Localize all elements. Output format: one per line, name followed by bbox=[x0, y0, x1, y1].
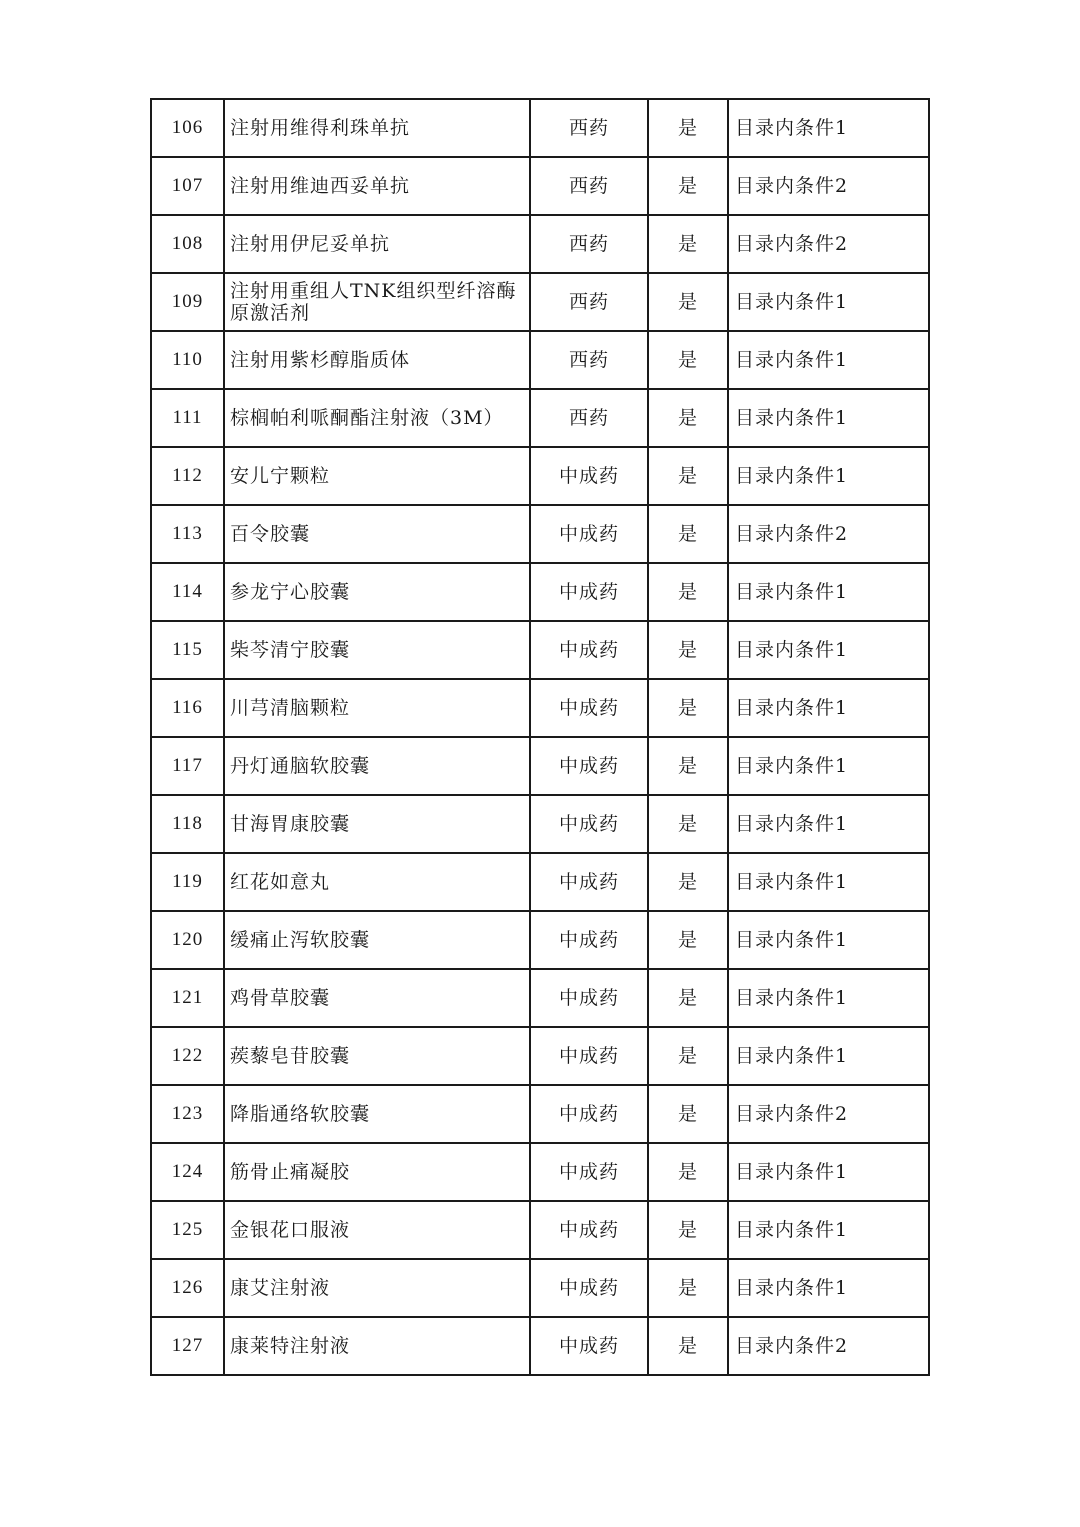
row-number: 125 bbox=[151, 1201, 224, 1259]
drug-condition: 目录内条件2 bbox=[728, 157, 929, 215]
drug-category: 中成药 bbox=[530, 969, 648, 1027]
drug-condition: 目录内条件1 bbox=[728, 1143, 929, 1201]
drug-flag: 是 bbox=[648, 969, 728, 1027]
row-number: 112 bbox=[151, 447, 224, 505]
table-row bbox=[151, 621, 929, 679]
drug-flag: 是 bbox=[648, 389, 728, 447]
row-number: 123 bbox=[151, 1085, 224, 1143]
drug-category: 中成药 bbox=[530, 737, 648, 795]
drug-category: 中成药 bbox=[530, 1201, 648, 1259]
drug-name: 筋骨止痛凝胶 bbox=[224, 1143, 530, 1201]
drug-category: 中成药 bbox=[530, 1027, 648, 1085]
table-row bbox=[151, 505, 929, 563]
drug-flag: 是 bbox=[648, 737, 728, 795]
drug-condition: 目录内条件1 bbox=[728, 795, 929, 853]
drug-name: 康艾注射液 bbox=[224, 1259, 530, 1317]
row-number: 124 bbox=[151, 1143, 224, 1201]
table-row bbox=[151, 969, 929, 1027]
drug-flag: 是 bbox=[648, 1201, 728, 1259]
drug-flag: 是 bbox=[648, 215, 728, 273]
row-number: 115 bbox=[151, 621, 224, 679]
table-row bbox=[151, 99, 929, 157]
drug-category: 中成药 bbox=[530, 911, 648, 969]
drug-flag: 是 bbox=[648, 1143, 728, 1201]
drug-category: 西药 bbox=[530, 273, 648, 331]
drug-flag: 是 bbox=[648, 331, 728, 389]
row-number: 116 bbox=[151, 679, 224, 737]
drug-condition: 目录内条件1 bbox=[728, 1027, 929, 1085]
drug-category: 中成药 bbox=[530, 505, 648, 563]
drug-condition: 目录内条件1 bbox=[728, 853, 929, 911]
table-row bbox=[151, 273, 929, 331]
row-number: 121 bbox=[151, 969, 224, 1027]
drug-name: 安儿宁颗粒 bbox=[224, 447, 530, 505]
drug-flag: 是 bbox=[648, 505, 728, 563]
drug-name: 丹灯通脑软胶囊 bbox=[224, 737, 530, 795]
table-body bbox=[151, 99, 929, 1375]
drug-condition: 目录内条件1 bbox=[728, 911, 929, 969]
table-row bbox=[151, 1201, 929, 1259]
row-number: 113 bbox=[151, 505, 224, 563]
table-row bbox=[151, 331, 929, 389]
drug-condition: 目录内条件1 bbox=[728, 447, 929, 505]
drug-category: 中成药 bbox=[530, 1259, 648, 1317]
drug-category: 中成药 bbox=[530, 1317, 648, 1375]
drug-condition: 目录内条件1 bbox=[728, 969, 929, 1027]
drug-category: 中成药 bbox=[530, 795, 648, 853]
drug-flag: 是 bbox=[648, 1027, 728, 1085]
drug-condition: 目录内条件1 bbox=[728, 737, 929, 795]
drug-condition: 目录内条件1 bbox=[728, 273, 929, 331]
row-number: 107 bbox=[151, 157, 224, 215]
table-row bbox=[151, 853, 929, 911]
drug-name: 棕榈帕利哌酮酯注射液（3M） bbox=[224, 389, 530, 447]
row-number: 117 bbox=[151, 737, 224, 795]
table-row bbox=[151, 157, 929, 215]
drug-name: 柴芩清宁胶囊 bbox=[224, 621, 530, 679]
drug-flag: 是 bbox=[648, 911, 728, 969]
table-row bbox=[151, 389, 929, 447]
table-row bbox=[151, 1259, 929, 1317]
drug-flag: 是 bbox=[648, 795, 728, 853]
drug-condition: 目录内条件2 bbox=[728, 1317, 929, 1375]
drug-flag: 是 bbox=[648, 157, 728, 215]
row-number: 114 bbox=[151, 563, 224, 621]
table-row bbox=[151, 1085, 929, 1143]
drug-category: 中成药 bbox=[530, 1143, 648, 1201]
drug-name: 参龙宁心胶囊 bbox=[224, 563, 530, 621]
drug-category: 中成药 bbox=[530, 679, 648, 737]
drug-category: 西药 bbox=[530, 331, 648, 389]
drug-list-table bbox=[150, 98, 930, 1376]
drug-condition: 目录内条件1 bbox=[728, 1259, 929, 1317]
drug-condition: 目录内条件1 bbox=[728, 679, 929, 737]
row-number: 126 bbox=[151, 1259, 224, 1317]
row-number: 120 bbox=[151, 911, 224, 969]
drug-name: 甘海胃康胶囊 bbox=[224, 795, 530, 853]
drug-flag: 是 bbox=[648, 563, 728, 621]
table-row bbox=[151, 679, 929, 737]
table-row bbox=[151, 215, 929, 273]
drug-name: 百令胶囊 bbox=[224, 505, 530, 563]
drug-flag: 是 bbox=[648, 273, 728, 331]
drug-condition: 目录内条件1 bbox=[728, 389, 929, 447]
drug-condition: 目录内条件1 bbox=[728, 621, 929, 679]
table-row bbox=[151, 1317, 929, 1375]
drug-name: 注射用维迪西妥单抗 bbox=[224, 157, 530, 215]
row-number: 111 bbox=[151, 389, 224, 447]
drug-condition: 目录内条件2 bbox=[728, 1085, 929, 1143]
row-number: 110 bbox=[151, 331, 224, 389]
row-number: 106 bbox=[151, 99, 224, 157]
drug-flag: 是 bbox=[648, 447, 728, 505]
drug-name: 注射用维得利珠单抗 bbox=[224, 99, 530, 157]
drug-name: 蒺藜皂苷胶囊 bbox=[224, 1027, 530, 1085]
table-row bbox=[151, 795, 929, 853]
drug-category: 西药 bbox=[530, 215, 648, 273]
drug-flag: 是 bbox=[648, 621, 728, 679]
table-row bbox=[151, 1027, 929, 1085]
table-row bbox=[151, 737, 929, 795]
drug-category: 中成药 bbox=[530, 563, 648, 621]
table-row bbox=[151, 1143, 929, 1201]
row-number: 118 bbox=[151, 795, 224, 853]
drug-flag: 是 bbox=[648, 1317, 728, 1375]
drug-name: 缓痛止泻软胶囊 bbox=[224, 911, 530, 969]
drug-name: 川芎清脑颗粒 bbox=[224, 679, 530, 737]
row-number: 119 bbox=[151, 853, 224, 911]
drug-flag: 是 bbox=[648, 99, 728, 157]
drug-condition: 目录内条件1 bbox=[728, 99, 929, 157]
table-row bbox=[151, 563, 929, 621]
table-row bbox=[151, 447, 929, 505]
drug-flag: 是 bbox=[648, 853, 728, 911]
drug-name: 注射用伊尼妥单抗 bbox=[224, 215, 530, 273]
drug-condition: 目录内条件2 bbox=[728, 505, 929, 563]
drug-category: 西药 bbox=[530, 157, 648, 215]
drug-name: 注射用重组人TNK组织型纤溶酶原激活剂 bbox=[224, 273, 530, 331]
drug-name: 注射用紫杉醇脂质体 bbox=[224, 331, 530, 389]
drug-flag: 是 bbox=[648, 1085, 728, 1143]
drug-category: 中成药 bbox=[530, 853, 648, 911]
drug-condition: 目录内条件1 bbox=[728, 331, 929, 389]
row-number: 109 bbox=[151, 273, 224, 331]
drug-flag: 是 bbox=[648, 1259, 728, 1317]
row-number: 122 bbox=[151, 1027, 224, 1085]
drug-name: 鸡骨草胶囊 bbox=[224, 969, 530, 1027]
drug-condition: 目录内条件1 bbox=[728, 563, 929, 621]
drug-flag: 是 bbox=[648, 679, 728, 737]
drug-condition: 目录内条件1 bbox=[728, 1201, 929, 1259]
drug-condition: 目录内条件2 bbox=[728, 215, 929, 273]
drug-name: 金银花口服液 bbox=[224, 1201, 530, 1259]
row-number: 108 bbox=[151, 215, 224, 273]
drug-name: 红花如意丸 bbox=[224, 853, 530, 911]
drug-category: 中成药 bbox=[530, 1085, 648, 1143]
drug-name: 降脂通络软胶囊 bbox=[224, 1085, 530, 1143]
drug-category: 西药 bbox=[530, 389, 648, 447]
row-number: 127 bbox=[151, 1317, 224, 1375]
drug-name: 康莱特注射液 bbox=[224, 1317, 530, 1375]
drug-category: 西药 bbox=[530, 99, 648, 157]
drug-category: 中成药 bbox=[530, 447, 648, 505]
drug-category: 中成药 bbox=[530, 621, 648, 679]
table-row bbox=[151, 911, 929, 969]
